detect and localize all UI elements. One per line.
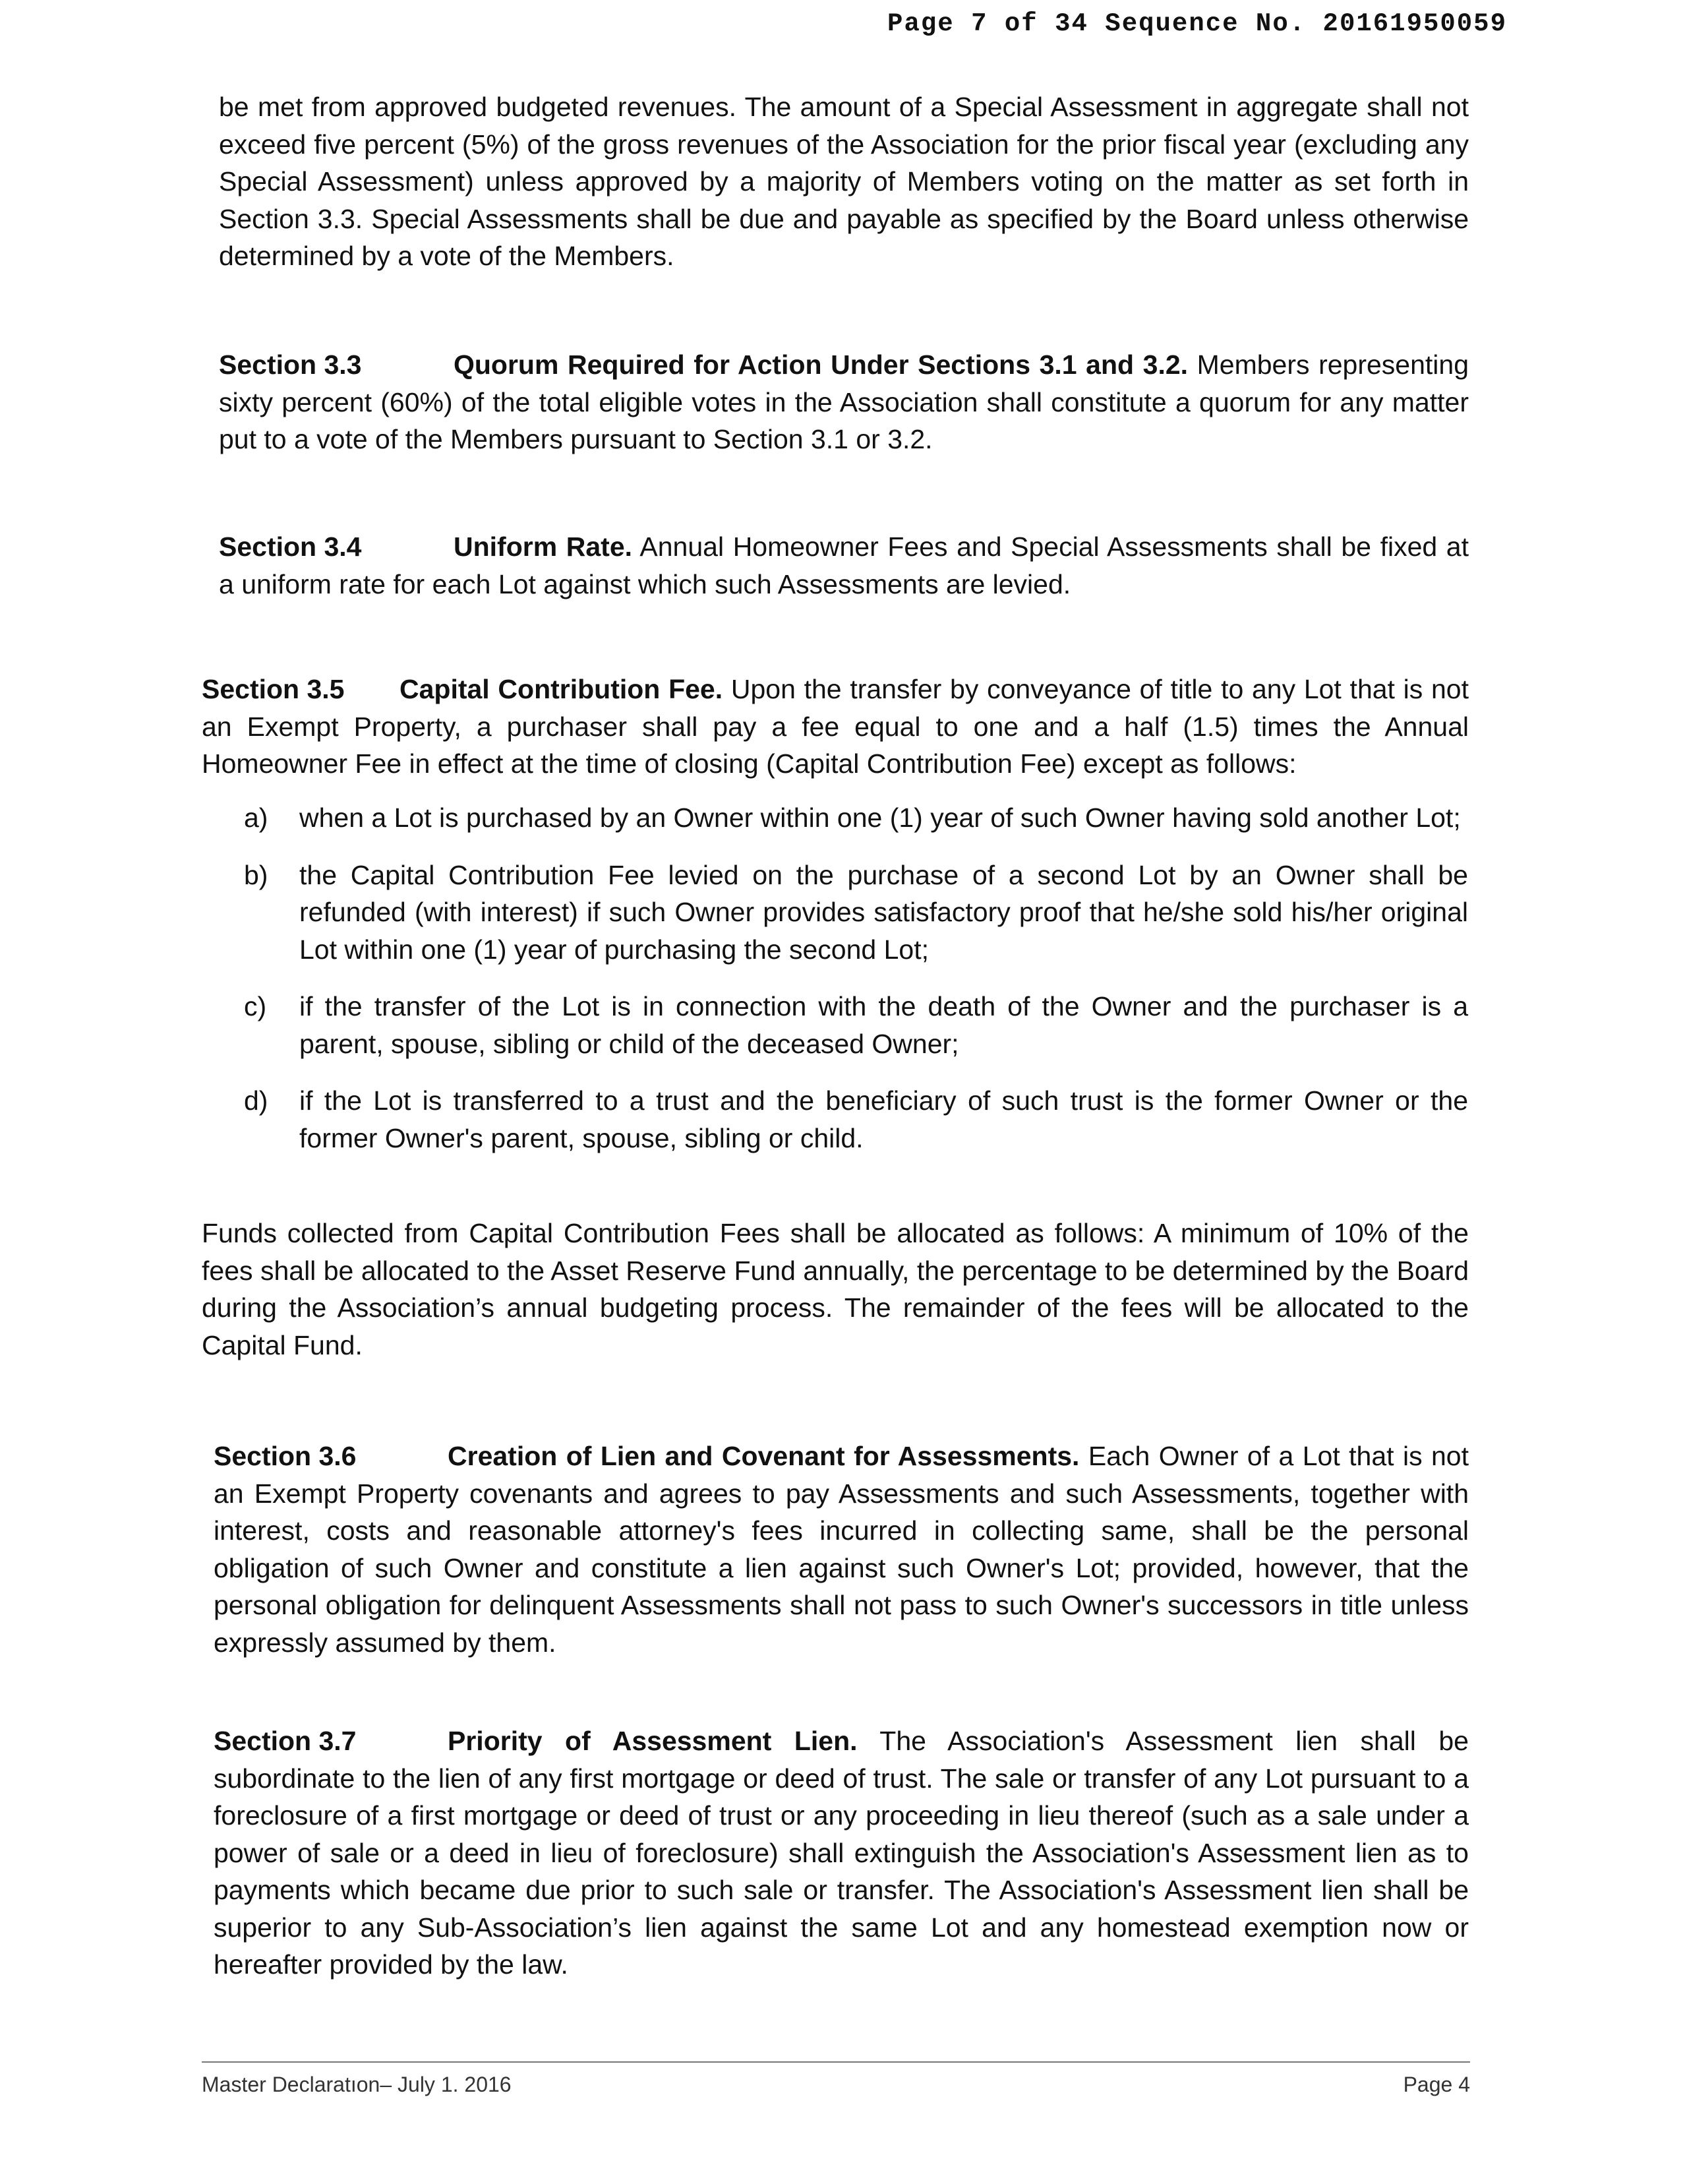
section-title: Capital Contribution Fee. [399,674,723,704]
section-3-3 [219,346,1469,458]
section-body: Each Owner of a Lot that is not an Exempt Property covenants and agrees to pay Assessments and such Assessments, together with interest, costs and reasonable attorney's fees incurred in collecting same, shall be the personal obligation of such Owner and constitute a lien against such Owner's Lot; provided, however, that the personal obligation for delinquent Assessments shall not pass to such Owner's successors in title unless expressly assumed by them. [214,1441,1469,1658]
exception-list [244,799,1468,1157]
section-body: Annual Homeowner Fees and Special Assessments shall be fixed at a uniform rate for each Lot against which such Assessments are levied. [219,531,1469,599]
list-letter: a) [244,803,268,833]
section-number: Section 3.7 [214,1726,357,1756]
list-text: the Capital Contribution Fee levied on the purchase of a second Lot by an Owner shall be refunded (with interest) if such Owner provides satisfactory proof that he/she sold his/her original Lot within one (1) year of purchasing the second Lot; [299,859,1468,965]
list-text: when a Lot is purchased by an Owner within one (1) year of such Owner having sold another Lot; [299,803,1461,833]
footer-divider [202,2061,1470,2063]
list-text: if the transfer of the Lot is in connection with the death of the Owner and the purchaser is a parent, spouse, sibling or child of the deceased Owner; [299,991,1468,1059]
footer-page-number: Page 4 [1403,2073,1470,2096]
section-3-6 [214,1438,1469,1661]
section-number: Section 3.5 [202,674,345,704]
list-letter: c) [244,991,267,1021]
list-letter: d) [244,1085,268,1116]
list-item [244,1082,1468,1157]
footer-document-title: Master Declaratıon– July 1. 2016 [202,2073,512,2096]
section-3-4 [219,528,1469,603]
section-title: Uniform Rate. [454,531,633,562]
section-number: Section 3.3 [219,349,362,380]
section-number: Section 3.6 [214,1441,357,1471]
section-body: Upon the transfer by conveyance of title to any Lot that is not an Exempt Property, a purchaser shall pay a fee equal to one and a half (1.5) times the Annual Homeowner Fee in effect at the time of closing (Capital Contribution Fee) except as follows: [202,674,1469,779]
section-title: Creation of Lien and Covenant for Assessments. [448,1441,1080,1471]
section-body: The Association's Assessment lien shall be subordinate to the lien of any first mortgage or deed of trust. The sale or transfer of any Lot pursuant to a foreclosure of a first mortgage or deed of trust or any proceeding in lieu thereof (such as a sale under a power of sale or a deed in lieu of foreclosure) shall extinguish the Association's Assessment lien as to payments which became due prior to such sale or transfer. The Association's Assessment lien shall be superior to any Sub-Association’s lien against the same Lot and any homestead exemption now or hereafter provided by the law. [214,1726,1469,1980]
section-3-5 [202,671,1469,783]
section-title: Quorum Required for Action Under Sections 3.1 and 3.2. [454,349,1189,380]
section-3-7 [214,1722,1469,1984]
list-letter: b) [244,859,268,890]
list-item [244,799,1468,837]
list-text: if the Lot is transferred to a trust and the beneficiary of such trust is the former Owner or the former Owner's parent, spouse, sibling or child. [299,1085,1468,1153]
list-item [244,857,1468,969]
list-item [244,988,1468,1062]
intro-paragraph: be met from approved budgeted revenues. The amount of a Special Assessment in aggregate shall not exceed five percent (5%) of the gross revenues of the Association for the prior fiscal year (excluding any Special Assessment) unless approved by a majority of Members voting on the matter as set forth in Section 3.3. Special Assessments shall be due and payable as specified by the Board unless otherwise determined by a vote of the Members. [219,92,1469,271]
section-body: Members representing sixty percent (60%) of the total eligible votes in the Association shall constitute a quorum for any matter put to a vote of the Members pursuant to Section 3.1 or 3.2. [219,349,1469,454]
section-number: Section 3.4 [219,531,362,562]
capital-fund-allocation-paragraph: Funds collected from Capital Contribution Fees shall be allocated as follows: A minimum of 10% of the fees shall be allocated to the Asset Reserve Fund annually, the percentage to be determined by the Board during the Association’s annual budgeting process. The remainder of the fees will be allocated to the Capital Fund. [202,1218,1469,1360]
page-sequence-header: Page 7 of 34 Sequence No. 20161950059 [887,9,1507,38]
section-title: Priority of Assessment Lien. [448,1726,858,1756]
